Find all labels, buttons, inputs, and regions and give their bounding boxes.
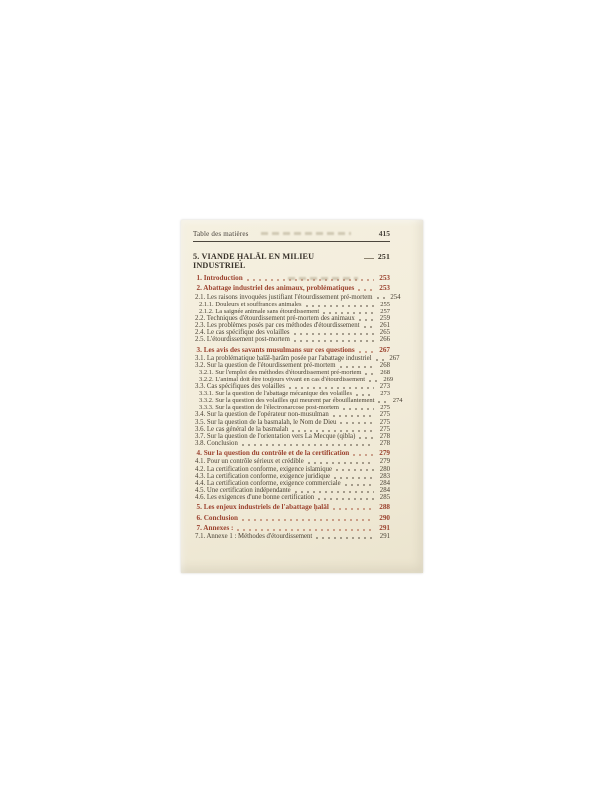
toc-entry: [193, 419, 390, 426]
toc-entry-page: 268: [380, 368, 390, 376]
toc-entry-label: 2.1.2. La saignée animale sans étourdissement: [199, 307, 320, 315]
dotted-leader: [336, 466, 374, 473]
dotted-leader: [377, 294, 385, 301]
toc-entry-label: 1. Introduction: [196, 274, 243, 282]
toc-entry: [193, 494, 390, 501]
toc-entry: [193, 322, 390, 329]
dotted-leader: [333, 504, 374, 511]
toc-entry-label: 4.4. La certification conforme, exigence commerciale: [195, 479, 341, 487]
toc-entry: [193, 285, 390, 292]
dotted-leader: [345, 480, 374, 487]
dotted-leader: [242, 515, 374, 522]
dotted-leader: [359, 315, 374, 322]
toc-entry-label: 3.6. Le cas général de la basmalah: [195, 425, 289, 433]
toc-entry-page: 265: [379, 329, 390, 337]
toc-entry: [193, 525, 390, 532]
dotted-leader: [242, 440, 374, 447]
dotted-leader: [343, 404, 374, 411]
toc-entry: [193, 480, 390, 487]
toc-entry: [193, 433, 390, 440]
page-content: [193, 229, 403, 573]
toc-entry: [193, 315, 390, 322]
toc-entry: [193, 473, 390, 480]
dotted-leader: [340, 419, 374, 426]
dotted-leader: [316, 533, 374, 540]
toc-entry: [193, 450, 390, 457]
toc-entry-label: 6. Conclusion: [196, 513, 239, 522]
toc-entry-label: 2. Abattage industriel des animaux, problématiques: [196, 284, 355, 293]
toc-entry: [193, 275, 390, 282]
toc-entry-page: 283: [379, 472, 390, 480]
dotted-leader: [365, 369, 374, 376]
toc-entry-label: 3. Les avis des savants musulmans sur ces questions: [196, 345, 355, 354]
chapter-page-number: 251: [377, 252, 390, 261]
dotted-leader: [237, 525, 374, 532]
dotted-leader: [356, 390, 374, 397]
toc-entry-page: 279: [379, 458, 390, 466]
toc-entry-page: 278: [379, 432, 390, 440]
dotted-leader: [294, 329, 374, 336]
toc-entry-label: 3.2.2. L'animal doit être toujours vivant en cas d'étourdissement: [199, 376, 366, 383]
toc-entry-label: 4.2. La certification conforme, exigence islamique: [195, 465, 333, 473]
toc-entry-page: 280: [379, 465, 390, 473]
toc-entry-label: 2.1. Les raisons invoquées justifiant l'étourdissement pré-mortem: [195, 293, 373, 301]
chapter-underline: [364, 258, 374, 259]
page-header-number: 415: [378, 229, 390, 238]
toc-entry-page: 279: [379, 449, 390, 458]
dotted-leader: [353, 450, 374, 457]
toc-entry-label: 2.3. Les problèmes posés par ces méthodes d'étourdissement: [195, 321, 360, 329]
toc-entry-label: 3.2.1. Sur l'emploi des méthodes d'étourdissement pré-mortem: [199, 368, 362, 376]
dotted-leader: [334, 473, 374, 480]
dotted-leader: [308, 458, 374, 465]
toc-entry-label: 5. Les enjeux industriels de l'abattage ḥalāl: [196, 503, 329, 512]
dotted-leader: [369, 376, 377, 383]
toc-entry-page: 275: [380, 404, 390, 412]
dotted-leader: [378, 397, 386, 404]
show-through-artifact: [261, 232, 351, 235]
toc-entry-page: 288: [379, 503, 390, 512]
toc-entry: [193, 293, 401, 301]
toc-entry: [193, 354, 400, 362]
toc-entry: [193, 301, 390, 308]
toc-entry-page: 268: [379, 361, 390, 369]
toc-entry: [193, 397, 403, 405]
toc-entry-page: 257: [380, 307, 390, 315]
toc-list: [193, 274, 403, 541]
toc-entry-label: 4.3. La certification conforme, exigence juridique: [195, 472, 331, 480]
toc-entry: [193, 329, 390, 336]
toc-entry-page: 290: [379, 513, 390, 522]
running-header: [193, 229, 390, 242]
toc-entry-page: 273: [380, 390, 390, 398]
toc-entry: [193, 533, 390, 540]
toc-entry: [193, 390, 390, 397]
toc-entry-page: 274: [392, 397, 403, 405]
toc-entry-page: 254: [390, 293, 401, 301]
dotted-leader: [292, 426, 374, 433]
toc-entry: [193, 458, 390, 465]
chapter-label: 5. VIANDE ḤALĀL EN MILIEU INDUSTRIEL: [193, 252, 315, 270]
dotted-leader: [358, 285, 374, 292]
toc-entry: [193, 362, 390, 369]
toc-entry: [193, 336, 390, 343]
toc-entry-label: 2.5. L'étourdissement post-mortem: [195, 336, 290, 344]
toc-entry-page: 284: [379, 479, 390, 487]
dotted-leader: [295, 487, 374, 494]
toc-entry-page: 255: [380, 300, 390, 308]
toc-entry-page: 275: [379, 425, 390, 433]
dotted-leader: [318, 494, 374, 501]
toc-entry-page: 266: [379, 336, 390, 344]
toc-entry-label: 3.3.2. Sur la question des volailles qui meurent par ébouillantement: [199, 397, 375, 405]
toc-entry-label: 3.3. Cas spécifiques des volailles: [195, 383, 285, 391]
toc-entry-label: 3.2. Sur la question de l'étourdissement pré-mortem: [195, 361, 336, 369]
toc-entry-label: 4.1. Pour un contrôle sérieux et crédible: [195, 458, 304, 466]
toc-entry-label: 3.1. La problématique ḥalāl-ḥarām posée par l'abattage industriel: [195, 354, 372, 362]
toc-entry: [193, 404, 390, 411]
toc-entry-page: 253: [379, 274, 390, 282]
toc-entry-page: 259: [379, 314, 390, 322]
dotted-leader: [306, 301, 374, 308]
dotted-leader: [323, 308, 374, 315]
dotted-leader: [376, 355, 384, 362]
toc-entry-label: 4.6. Les exigences d'une bonne certification: [195, 493, 315, 501]
toc-entry: [193, 383, 390, 390]
book-page-photo: [181, 220, 423, 573]
toc-entry: [193, 515, 390, 522]
toc-entry-label: 7.1. Annexe 1 : Méthodes d'étourdissement: [195, 533, 313, 541]
toc-entry: [193, 440, 390, 447]
toc-entry-page: 285: [379, 493, 390, 501]
toc-entry-page: 275: [379, 411, 390, 419]
toc-entry: [193, 426, 390, 433]
page-header-title: Table des matières: [193, 230, 249, 238]
dotted-leader: [359, 433, 374, 440]
toc-entry-label: 4.5. Une certification indépendante: [195, 486, 291, 494]
toc-entry-page: 284: [379, 486, 390, 494]
toc-entry-label: 3.4. Sur la question de l'opérateur non-musulman: [195, 411, 329, 419]
dotted-leader: [333, 411, 374, 418]
toc-entry-label: 2.2. Techniques d'étourdissement pré-mortem des animaux: [195, 314, 355, 322]
toc-entry-page: 275: [379, 418, 390, 426]
toc-entry-page: 267: [379, 345, 390, 354]
toc-entry-label: 3.8. Conclusion: [195, 439, 238, 447]
toc-entry-label: 3.3.1. Sur la question de l'abattage mécanique des volailles: [199, 390, 352, 398]
toc-entry-label: 7. Annexes :: [196, 524, 234, 533]
toc-entry-label: 2.4. Le cas spécifique des volailles: [195, 329, 290, 337]
toc-entry-page: 278: [379, 439, 390, 447]
toc-entry: [193, 308, 390, 315]
toc-entry: [193, 466, 390, 473]
toc-entry-label: 3.3.3. Sur la question de l'électronarcose post-mortem: [199, 404, 339, 412]
toc-entry: [193, 376, 394, 383]
toc-entry-page: 269: [383, 376, 394, 383]
toc-entry: [193, 504, 390, 511]
toc-entry-label: 4. Sur la question du contrôle et de la certification: [196, 449, 350, 458]
toc-entry-page: 291: [379, 533, 390, 541]
toc-entry-label: 3.7. Sur la question de l'orientation vers La Mecque (qibla): [195, 432, 356, 440]
toc-entry-page: 291: [379, 524, 390, 533]
toc-entry: [193, 487, 390, 494]
toc-entry: [193, 411, 390, 418]
dotted-leader: [247, 275, 374, 282]
toc-entry-page: 267: [389, 354, 400, 362]
toc-entry-page: 261: [379, 321, 390, 329]
dotted-leader: [340, 362, 374, 369]
toc-entry-page: 253: [379, 284, 390, 293]
toc-entry-page: 273: [379, 383, 390, 391]
toc-entry-label: 2.1.1. Douleurs et souffrances animales: [199, 300, 302, 308]
dotted-leader: [289, 383, 374, 390]
toc-entry: [193, 369, 390, 376]
toc-entry: [193, 347, 390, 354]
chapter-heading: [193, 252, 390, 270]
dotted-leader: [359, 347, 374, 354]
dotted-leader: [294, 336, 374, 343]
dotted-leader: [364, 322, 375, 329]
toc-entry-label: 3.5. Sur la question de la basmalah, le Nom de Dieu: [195, 418, 337, 426]
